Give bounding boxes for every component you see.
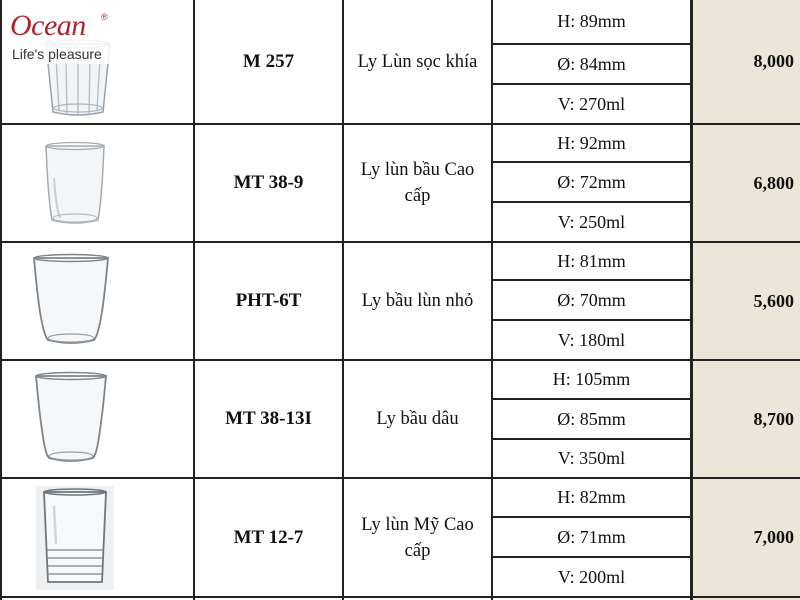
ringed-straight-glass-icon bbox=[36, 486, 114, 590]
product-price: 7,000 bbox=[753, 527, 794, 547]
spec-volume: V: 180ml bbox=[557, 329, 626, 350]
product-name: Ly bầu lùn nhỏ bbox=[361, 291, 474, 311]
spec-diameter: Ø: 85mm bbox=[557, 408, 626, 429]
row-divider bbox=[0, 596, 800, 598]
product-name: Ly lùn bầu Cao cấp bbox=[360, 160, 475, 206]
spec-volume: V: 250ml bbox=[557, 211, 626, 232]
spec-volume: V: 200ml bbox=[557, 566, 626, 587]
spec-height: H: 89mm bbox=[557, 11, 626, 31]
rounded-tumbler-glass-icon bbox=[30, 138, 120, 230]
product-code: MT 38-13I bbox=[225, 408, 312, 429]
spec-height: H: 82mm bbox=[557, 487, 626, 507]
spec-diameter: Ø: 84mm bbox=[557, 53, 626, 74]
product-price: 5,600 bbox=[753, 290, 794, 311]
product-code: M 257 bbox=[242, 50, 295, 72]
spec-height: H: 81mm bbox=[557, 250, 626, 271]
grid-line bbox=[0, 0, 2, 600]
logo-tagline: Life's pleasure bbox=[12, 46, 102, 62]
registered-mark: ® bbox=[101, 12, 108, 22]
spec-volume: V: 350ml bbox=[557, 448, 626, 468]
product-name: Ly Lùn sọc khía bbox=[357, 51, 478, 72]
product-price: 8,000 bbox=[753, 51, 794, 71]
spec-diameter: Ø: 71mm bbox=[557, 526, 626, 547]
product-name: Ly bầu dâu bbox=[376, 409, 459, 429]
product-code: MT 12-7 bbox=[233, 526, 304, 548]
product-code: PHT-6T bbox=[235, 290, 302, 311]
rounded-tumbler-glass-icon bbox=[30, 370, 112, 466]
rounded-tumbler-glass-icon bbox=[28, 252, 114, 348]
spec-diameter: Ø: 72mm bbox=[557, 171, 626, 192]
spec-height: H: 92mm bbox=[557, 132, 626, 153]
product-price: 6,800 bbox=[753, 172, 794, 193]
product-code: MT 38-9 bbox=[233, 172, 304, 193]
spec-volume: V: 270ml bbox=[557, 93, 626, 114]
logo-wordmark: Ocean bbox=[10, 9, 86, 42]
spec-diameter: Ø: 70mm bbox=[557, 289, 626, 310]
spec-height: H: 105mm bbox=[552, 369, 631, 389]
product-price: 8,700 bbox=[753, 408, 794, 429]
product-name: Ly lùn Mỹ Cao cấp bbox=[361, 514, 474, 561]
ocean-logo bbox=[4, 6, 116, 64]
